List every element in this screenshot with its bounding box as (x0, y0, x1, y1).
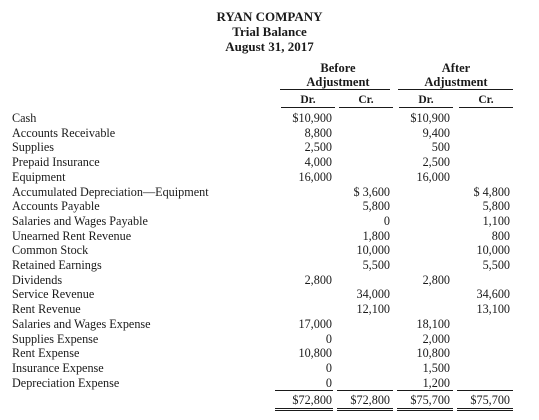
table-row (0, 170, 539, 185)
col-before-dr-rule (281, 107, 335, 108)
account-name: Rent Expense (12, 346, 80, 361)
table-row (0, 332, 539, 347)
group-before-line2: Adjustment (306, 75, 370, 89)
after-debit: 2,800 (422, 272, 450, 287)
account-name: Rent Revenue (12, 302, 81, 317)
table-row (0, 243, 539, 258)
after-debit: 16,000 (416, 169, 450, 184)
before-debit: 0 (325, 331, 332, 346)
before-debit: 10,800 (298, 346, 332, 361)
col-before-cr-rule (339, 107, 393, 108)
total-double-rule-before-cr (337, 408, 393, 411)
total-rule-after-cr (457, 390, 513, 391)
col-after-cr-rule (459, 107, 513, 108)
account-name: Supplies Expense (12, 331, 99, 346)
before-debit: 0 (325, 375, 332, 390)
before-debit: 8,800 (304, 125, 332, 140)
table-row (0, 346, 539, 361)
col-after-dr: Dr. (418, 94, 434, 106)
col-before-dr: Dr. (300, 94, 316, 106)
after-credit: 800 (491, 228, 510, 243)
col-before-cr: Cr. (358, 94, 374, 106)
after-debit: 18,100 (416, 316, 450, 331)
before-credit: 5,500 (362, 258, 390, 272)
col-after-cr: Cr. (478, 94, 494, 106)
table-row (0, 199, 539, 214)
total-rule-after-dr (397, 390, 453, 391)
before-debit: 2,500 (304, 140, 332, 155)
account-name: Unearned Rent Revenue (12, 228, 132, 243)
after-debit: 1,500 (422, 360, 450, 375)
total-after-debit: $75,700 (410, 393, 450, 407)
before-debit: 17,000 (298, 316, 332, 331)
after-debit: 2,500 (422, 155, 450, 170)
before-credit: 1,800 (362, 228, 390, 243)
before-debit: 0 (325, 360, 332, 375)
after-credit: 5,500 (482, 258, 510, 272)
before-credit: 5,800 (362, 199, 390, 214)
before-debit: $10,900 (292, 111, 332, 125)
total-double-rule-after-dr (397, 408, 453, 411)
account-name: Retained Earnings (12, 258, 102, 272)
table-row (0, 126, 539, 141)
account-name: Equipment (12, 169, 66, 184)
document-title: Trial Balance (232, 24, 307, 39)
before-credit: 0 (383, 213, 390, 228)
table-row (0, 111, 539, 126)
account-name: Salaries and Wages Expense (12, 316, 151, 331)
account-name: Common Stock (12, 243, 89, 258)
account-name: Prepaid Insurance (12, 155, 100, 170)
document-date: August 31, 2017 (225, 39, 314, 54)
account-name: Accounts Payable (12, 199, 100, 214)
account-name: Salaries and Wages Payable (12, 213, 148, 228)
total-double-rule-before-dr (275, 408, 333, 411)
account-name: Accumulated Depreciation—Equipment (12, 184, 209, 199)
total-before-debit: $72,800 (292, 393, 332, 407)
group-after-line2: Adjustment (424, 75, 488, 89)
group-after-line1: After (441, 61, 471, 75)
after-credit: 10,000 (476, 243, 510, 258)
after-debit: 2,000 (422, 331, 450, 346)
col-after-dr-rule (399, 107, 453, 108)
account-name: Depreciation Expense (12, 375, 120, 390)
account-name: Supplies (12, 140, 54, 155)
after-credit: 13,100 (476, 302, 510, 317)
total-double-rule-after-cr (457, 408, 513, 411)
table-row (0, 287, 539, 302)
total-after-credit: $75,700 (470, 393, 510, 407)
account-name: Accounts Receivable (12, 125, 116, 140)
table-row (0, 140, 539, 155)
table-row (0, 302, 539, 317)
before-credit: 10,000 (356, 243, 390, 258)
group-before-line1: Before (320, 61, 356, 75)
total-rule-before-dr (275, 390, 333, 391)
before-debit: 4,000 (304, 155, 332, 170)
after-credit: $ 4,800 (473, 184, 510, 199)
account-name: Dividends (12, 272, 63, 287)
group-after-rule (398, 89, 513, 90)
account-name: Insurance Expense (12, 360, 104, 375)
company-name: RYAN COMPANY (216, 9, 323, 24)
before-credit: 12,100 (356, 302, 390, 317)
table-row (0, 361, 539, 376)
account-name: Cash (12, 111, 37, 125)
account-name: Service Revenue (12, 287, 95, 302)
total-rule-before-cr (337, 390, 393, 391)
before-credit: 34,000 (356, 287, 390, 302)
total-before-credit: $72,800 (350, 393, 390, 407)
table-row (0, 258, 539, 273)
after-debit: 10,800 (416, 346, 450, 361)
before-debit: 16,000 (298, 169, 332, 184)
table-row (0, 229, 539, 244)
after-debit: 500 (431, 140, 450, 155)
table-row (0, 185, 539, 200)
after-credit: 1,100 (482, 213, 510, 228)
before-debit: 2,800 (304, 272, 332, 287)
group-before-rule (280, 89, 390, 90)
after-debit: 1,200 (422, 375, 450, 390)
after-credit: 34,600 (476, 287, 510, 302)
table-row (0, 214, 539, 229)
table-row (0, 376, 539, 391)
after-credit: 5,800 (482, 199, 510, 214)
table-row (0, 155, 539, 170)
after-debit: 9,400 (422, 125, 450, 140)
table-row (0, 317, 539, 332)
after-debit: $10,900 (410, 111, 450, 125)
table-row (0, 273, 539, 288)
before-credit: $ 3,600 (353, 184, 390, 199)
